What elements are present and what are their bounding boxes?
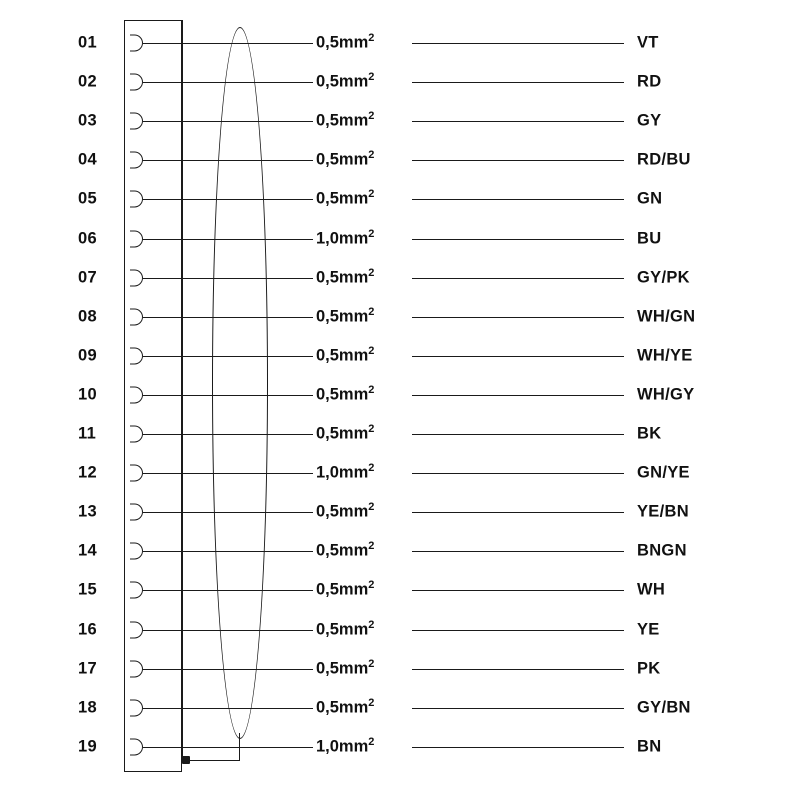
conductor-cross-section-value: 1,0mm xyxy=(316,229,369,247)
conductor-cross-section-value: 0,5mm xyxy=(316,385,369,404)
pin-number-label: 13 xyxy=(78,502,97,521)
wire-segment-right xyxy=(412,199,624,200)
pin-number-label: 17 xyxy=(78,659,97,678)
pin-socket-icon xyxy=(130,191,143,208)
conductor-cross-section-label xyxy=(316,346,374,365)
conductor-cross-section-exponent: 2 xyxy=(368,423,375,435)
conductor-cross-section-label xyxy=(316,190,374,209)
pin-number-label: 05 xyxy=(78,189,97,208)
pin-row xyxy=(0,180,800,218)
conductor-cross-section-value: 1,0mm xyxy=(316,737,369,756)
wire-color-code-label: WH/YE xyxy=(637,346,693,365)
pin-socket-icon xyxy=(130,269,143,286)
wire-segment-left xyxy=(143,199,313,200)
pin-number-label: 09 xyxy=(78,346,97,365)
wire-color-code-label: GY/BN xyxy=(637,698,691,717)
conductor-cross-section-exponent: 2 xyxy=(368,71,375,84)
conductor-cross-section-value: 0,5mm xyxy=(316,268,369,287)
conductor-cross-section-label xyxy=(316,229,374,248)
pin-socket-icon xyxy=(130,699,143,716)
conductor-cross-section-exponent: 2 xyxy=(368,32,375,44)
conductor-cross-section-value: 0,5mm xyxy=(316,189,369,208)
conductor-cross-section-value: 0,5mm xyxy=(316,659,369,678)
conductor-cross-section-label xyxy=(316,34,374,53)
wire-color-code-label: GN xyxy=(637,189,663,208)
wire-segment-left xyxy=(143,512,313,513)
wire-segment-left xyxy=(143,630,313,631)
wire-segment-right xyxy=(412,317,624,318)
wire-color-code-label: BK xyxy=(637,424,662,443)
pin-socket-icon xyxy=(130,152,143,169)
wire-color-code-label: BU xyxy=(637,229,662,247)
pin-socket-icon xyxy=(130,35,143,52)
pin-number-label: 15 xyxy=(78,580,97,599)
conductor-cross-section-exponent: 2 xyxy=(368,462,375,475)
conductor-cross-section-exponent: 2 xyxy=(368,618,375,631)
pin-socket-icon xyxy=(130,308,143,325)
pin-socket-icon xyxy=(130,113,143,130)
conductor-cross-section-exponent: 2 xyxy=(368,501,375,514)
conductor-cross-section-exponent: 2 xyxy=(368,344,375,357)
pin-number-label: 11 xyxy=(78,424,97,443)
wire-segment-left xyxy=(143,356,313,357)
wire-segment-left xyxy=(143,669,313,670)
pin-row xyxy=(0,337,800,375)
conductor-cross-section-label xyxy=(316,112,374,131)
wire-color-code-label: GN/YE xyxy=(637,463,690,482)
pin-number-label: 19 xyxy=(78,737,97,756)
pin-row xyxy=(0,728,800,766)
pin-socket-icon xyxy=(130,543,143,560)
conductor-cross-section-value: 0,5mm xyxy=(316,541,369,560)
pin-row xyxy=(0,63,800,101)
pin-row xyxy=(0,141,800,179)
wire-color-code-label: YE xyxy=(637,620,660,638)
wire-color-code-label: RD xyxy=(637,72,662,91)
conductor-cross-section-label xyxy=(316,268,374,287)
pin-number-label: 12 xyxy=(78,463,97,482)
conductor-cross-section-value: 0,5mm xyxy=(316,698,369,717)
pin-number-label: 08 xyxy=(78,307,97,326)
pin-number-label: 01 xyxy=(78,33,97,52)
wire-segment-left xyxy=(143,278,313,279)
wire-segment-right xyxy=(412,434,624,435)
pin-socket-icon xyxy=(130,660,143,677)
pin-row xyxy=(0,259,800,297)
conductor-cross-section-label xyxy=(316,464,374,483)
wire-segment-right xyxy=(412,512,624,513)
wire-segment-right xyxy=(412,160,624,161)
wire-color-code-label: BNGN xyxy=(637,541,687,560)
conductor-cross-section-value: 0,5mm xyxy=(316,424,369,443)
pin-socket-icon xyxy=(130,465,143,482)
conductor-cross-section-label xyxy=(316,698,374,717)
pin-row xyxy=(0,220,800,258)
pin-row xyxy=(0,24,800,62)
conductor-cross-section-value: 0,5mm xyxy=(316,580,369,599)
wire-segment-left xyxy=(143,160,313,161)
conductor-cross-section-value: 0,5mm xyxy=(316,72,369,91)
pin-socket-icon xyxy=(130,738,143,755)
conductor-cross-section-exponent: 2 xyxy=(368,305,375,318)
pin-socket-icon xyxy=(130,621,143,638)
wire-segment-left xyxy=(143,317,313,318)
pin-number-label: 04 xyxy=(78,150,97,169)
pin-row xyxy=(0,376,800,414)
wire-segment-left xyxy=(143,43,313,44)
wire-color-code-label: RD/BU xyxy=(637,150,691,169)
pin-socket-icon xyxy=(130,347,143,364)
wire-segment-left xyxy=(143,239,313,240)
pin-number-label: 14 xyxy=(78,541,97,560)
pin-socket-icon xyxy=(130,504,143,521)
wire-segment-right xyxy=(412,473,624,474)
conductor-cross-section-exponent: 2 xyxy=(368,227,375,240)
wire-segment-right xyxy=(412,356,624,357)
wire-segment-left xyxy=(143,82,313,83)
conductor-cross-section-exponent: 2 xyxy=(368,188,375,201)
wire-segment-right xyxy=(412,590,624,591)
conductor-cross-section-value: 0,5mm xyxy=(316,307,369,326)
conductor-cross-section-exponent: 2 xyxy=(368,149,375,162)
conductor-cross-section-label xyxy=(316,73,374,92)
pin-number-label: 10 xyxy=(78,385,97,404)
pin-number-label: 02 xyxy=(78,72,97,91)
pin-row xyxy=(0,650,800,688)
pin-row xyxy=(0,415,800,453)
pin-number-label: 16 xyxy=(78,620,97,638)
pin-number-label: 07 xyxy=(78,268,97,287)
conductor-cross-section-value: 0,5mm xyxy=(316,111,369,130)
wire-color-code-label: BN xyxy=(637,737,662,756)
conductor-cross-section-exponent: 2 xyxy=(368,540,375,553)
conductor-cross-section-label xyxy=(316,659,374,678)
pin-row xyxy=(0,298,800,336)
pin-socket-icon xyxy=(130,230,143,247)
conductor-cross-section-label xyxy=(316,425,374,444)
pin-number-label: 18 xyxy=(78,698,97,717)
conductor-cross-section-value: 0,5mm xyxy=(316,33,369,52)
pin-number-label: 03 xyxy=(78,111,97,130)
pin-socket-icon xyxy=(130,386,143,403)
wire-segment-left xyxy=(143,473,313,474)
wire-segment-right xyxy=(412,239,624,240)
wire-segment-right xyxy=(412,708,624,709)
wire-segment-left xyxy=(143,708,313,709)
wire-color-code-label: YE/BN xyxy=(637,502,689,521)
pin-number-label: 06 xyxy=(78,229,97,247)
conductor-cross-section-label xyxy=(316,151,374,170)
conductor-cross-section-value: 0,5mm xyxy=(316,150,369,169)
wire-segment-left xyxy=(143,395,313,396)
conductor-cross-section-label xyxy=(316,581,374,600)
wire-segment-right xyxy=(412,43,624,44)
pin-row xyxy=(0,532,800,570)
wire-color-code-label: WH xyxy=(637,580,666,599)
conductor-cross-section-exponent: 2 xyxy=(368,110,375,123)
pin-socket-icon xyxy=(130,426,143,443)
pin-row xyxy=(0,689,800,727)
wire-color-code-label: GY xyxy=(637,111,662,130)
wire-segment-right xyxy=(412,82,624,83)
conductor-cross-section-value: 0,5mm xyxy=(316,502,369,521)
conductor-cross-section-label xyxy=(316,542,374,561)
pin-row xyxy=(0,454,800,492)
conductor-cross-section-label xyxy=(316,737,374,756)
conductor-cross-section-exponent: 2 xyxy=(368,383,375,396)
wire-segment-right xyxy=(412,121,624,122)
wire-color-code-label: PK xyxy=(637,659,661,678)
conductor-cross-section-exponent: 2 xyxy=(368,579,375,592)
wire-segment-left xyxy=(143,551,313,552)
wire-segment-right xyxy=(412,747,624,748)
wire-segment-left xyxy=(143,590,313,591)
wire-color-code-label: WH/GN xyxy=(637,307,696,326)
wire-segment-right xyxy=(412,669,624,670)
conductor-cross-section-label xyxy=(316,385,374,404)
conductor-cross-section-exponent: 2 xyxy=(368,735,375,748)
wire-segment-right xyxy=(412,551,624,552)
conductor-cross-section-label xyxy=(316,620,374,639)
wire-segment-right xyxy=(412,278,624,279)
conductor-cross-section-value: 0,5mm xyxy=(316,620,369,638)
pin-row xyxy=(0,102,800,140)
conductor-cross-section-label xyxy=(316,307,374,326)
wire-segment-right xyxy=(412,630,624,631)
wire-color-code-label: VT xyxy=(637,33,659,52)
wire-color-code-label: WH/GY xyxy=(637,385,695,404)
conductor-cross-section-exponent: 2 xyxy=(368,657,375,670)
wire-segment-left xyxy=(143,747,313,748)
conductor-cross-section-value: 1,0mm xyxy=(316,463,369,482)
pin-socket-icon xyxy=(130,582,143,599)
conductor-cross-section-exponent: 2 xyxy=(368,266,375,279)
wire-segment-left xyxy=(143,121,313,122)
pin-socket-icon xyxy=(130,74,143,91)
pin-row xyxy=(0,493,800,531)
wire-color-code-label: GY/PK xyxy=(637,268,690,287)
pin-row xyxy=(0,571,800,609)
wire-segment-left xyxy=(143,434,313,435)
conductor-cross-section-label xyxy=(316,503,374,522)
pin-row xyxy=(0,611,800,649)
conductor-cross-section-exponent: 2 xyxy=(368,696,375,709)
conductor-cross-section-value: 0,5mm xyxy=(316,346,369,365)
wire-segment-right xyxy=(412,395,624,396)
